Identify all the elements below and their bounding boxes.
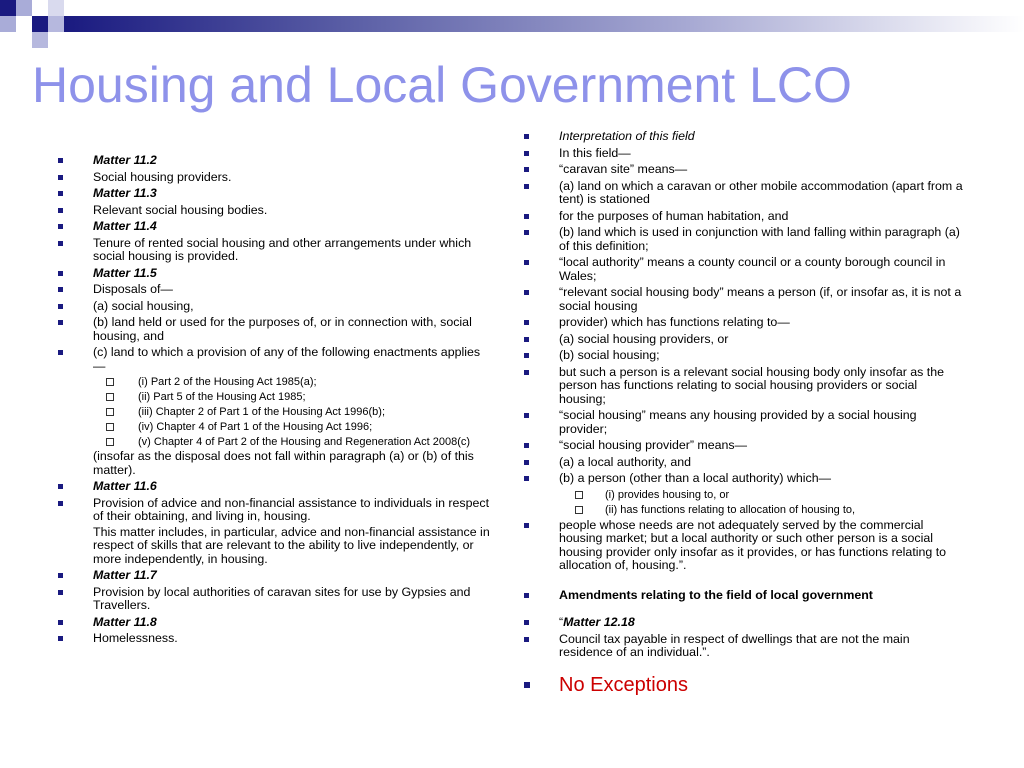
list-item: In this field—	[524, 147, 964, 161]
corner-square	[0, 16, 16, 32]
corner-square	[32, 32, 48, 48]
corner-square	[0, 0, 16, 16]
list-item: Homelessness.	[58, 632, 490, 646]
list-item: Provision of advice and non-financial assistance to individuals in respect of their obtaining, and living in, housing.	[58, 497, 490, 524]
list-item: “Matter 12.18	[524, 616, 964, 630]
sub-list-item: (i) provides housing to, or	[524, 489, 964, 501]
list-item: “social housing provider” means—	[524, 439, 964, 453]
list-item: Tenure of rented social housing and other arrangements under which social housing is provided.	[58, 237, 490, 264]
corner-square	[16, 0, 32, 16]
left-column	[58, 154, 490, 649]
list-item: (c) land to which a provision of any of the following enactments applies—	[58, 346, 490, 373]
list-item: Matter 11.3	[58, 187, 490, 201]
corner-square	[48, 16, 64, 32]
list-item: “caravan site” means—	[524, 163, 964, 177]
sub-list-item: (v) Chapter 4 of Part 2 of the Housing and Regeneration Act 2008(c)	[58, 436, 490, 448]
list-item: Matter 11.4	[58, 220, 490, 234]
list-item: Social housing providers.	[58, 171, 490, 185]
list-item: Provision by local authorities of caravan sites for use by Gypsies and Travellers.	[58, 586, 490, 613]
corner-square	[32, 16, 48, 32]
list-item: “social housing” means any housing provided by a social housing provider;	[524, 409, 964, 436]
list-item: (a) a local authority, and	[524, 456, 964, 470]
corner-square	[48, 32, 64, 48]
corner-square	[48, 0, 64, 16]
no-exceptions-item: No Exceptions	[524, 674, 964, 696]
list-item: people whose needs are not adequately served by the commercial housing market; but a local authority or such other person is a social housing provider only insofar as it provides, or has functions relating to allocation of, housing.”.	[524, 519, 964, 573]
list-item: Council tax payable in respect of dwellings that are not the main residence of an individual.”.	[524, 633, 964, 660]
sub-list-item: (iii) Chapter 2 of Part 1 of the Housing Act 1996(b);	[58, 406, 490, 418]
header-gradient-bar	[64, 16, 1024, 32]
list-item: Disposals of—	[58, 283, 490, 297]
list-item: Relevant social housing bodies.	[58, 204, 490, 218]
list-item: (b) land held or used for the purposes of, or in connection with, social housing, and	[58, 316, 490, 343]
corner-square	[32, 0, 48, 16]
continuation-text: (insofar as the disposal does not fall within paragraph (a) or (b) of this matter).	[93, 449, 474, 477]
section-heading: Amendments relating to the field of local government	[524, 589, 964, 603]
sub-list-item: (ii) Part 5 of the Housing Act 1985;	[58, 391, 490, 403]
list-item: (b) a person (other than a local authority) which—	[524, 472, 964, 486]
list-item: “relevant social housing body” means a person (if, or insofar as, it is not a social housing	[524, 286, 964, 313]
list-item: but such a person is a relevant social housing body only insofar as the person has functions relating to social housing providers or social housing;	[524, 366, 964, 407]
list-item: Matter 11.6	[58, 480, 490, 494]
list-item: (a) social housing,	[58, 300, 490, 314]
continuation-text: This matter includes, in particular, advice and non-financial assistance in respect of skills that are relevant to the ability to live independently, or more independently, in housing.	[93, 524, 490, 566]
list-item: (b) land which is used in conjunction with land falling within paragraph (a) of this definition;	[524, 226, 964, 253]
sub-list-item: (ii) has functions relating to allocation of housing to,	[524, 504, 964, 516]
list-item: “local authority” means a county council or a county borough council in Wales;	[524, 256, 964, 283]
list-item: Matter 11.8	[58, 616, 490, 630]
corner-square	[0, 32, 16, 48]
list-item: (a) social housing providers, or	[524, 333, 964, 347]
sub-list-item: (iv) Chapter 4 of Part 1 of the Housing Act 1996;	[58, 421, 490, 433]
list-item: Interpretation of this field	[524, 130, 964, 144]
list-item: Matter 11.7	[58, 569, 490, 583]
sub-list-item: (i) Part 2 of the Housing Act 1985(a);	[58, 376, 490, 388]
list-item: Matter 11.5	[58, 267, 490, 281]
list-item: (a) land on which a caravan or other mobile accommodation (apart from a tent) is stationed	[524, 180, 964, 207]
list-item: (b) social housing;	[524, 349, 964, 363]
corner-square	[16, 32, 32, 48]
corner-square	[16, 16, 32, 32]
corner-square	[64, 0, 80, 16]
slide-title: Housing and Local Government LCO	[32, 57, 852, 113]
list-item: Matter 11.2	[58, 154, 490, 168]
right-column	[524, 130, 964, 699]
list-item: provider) which has functions relating to—	[524, 316, 964, 330]
list-item: for the purposes of human habitation, and	[524, 210, 964, 224]
